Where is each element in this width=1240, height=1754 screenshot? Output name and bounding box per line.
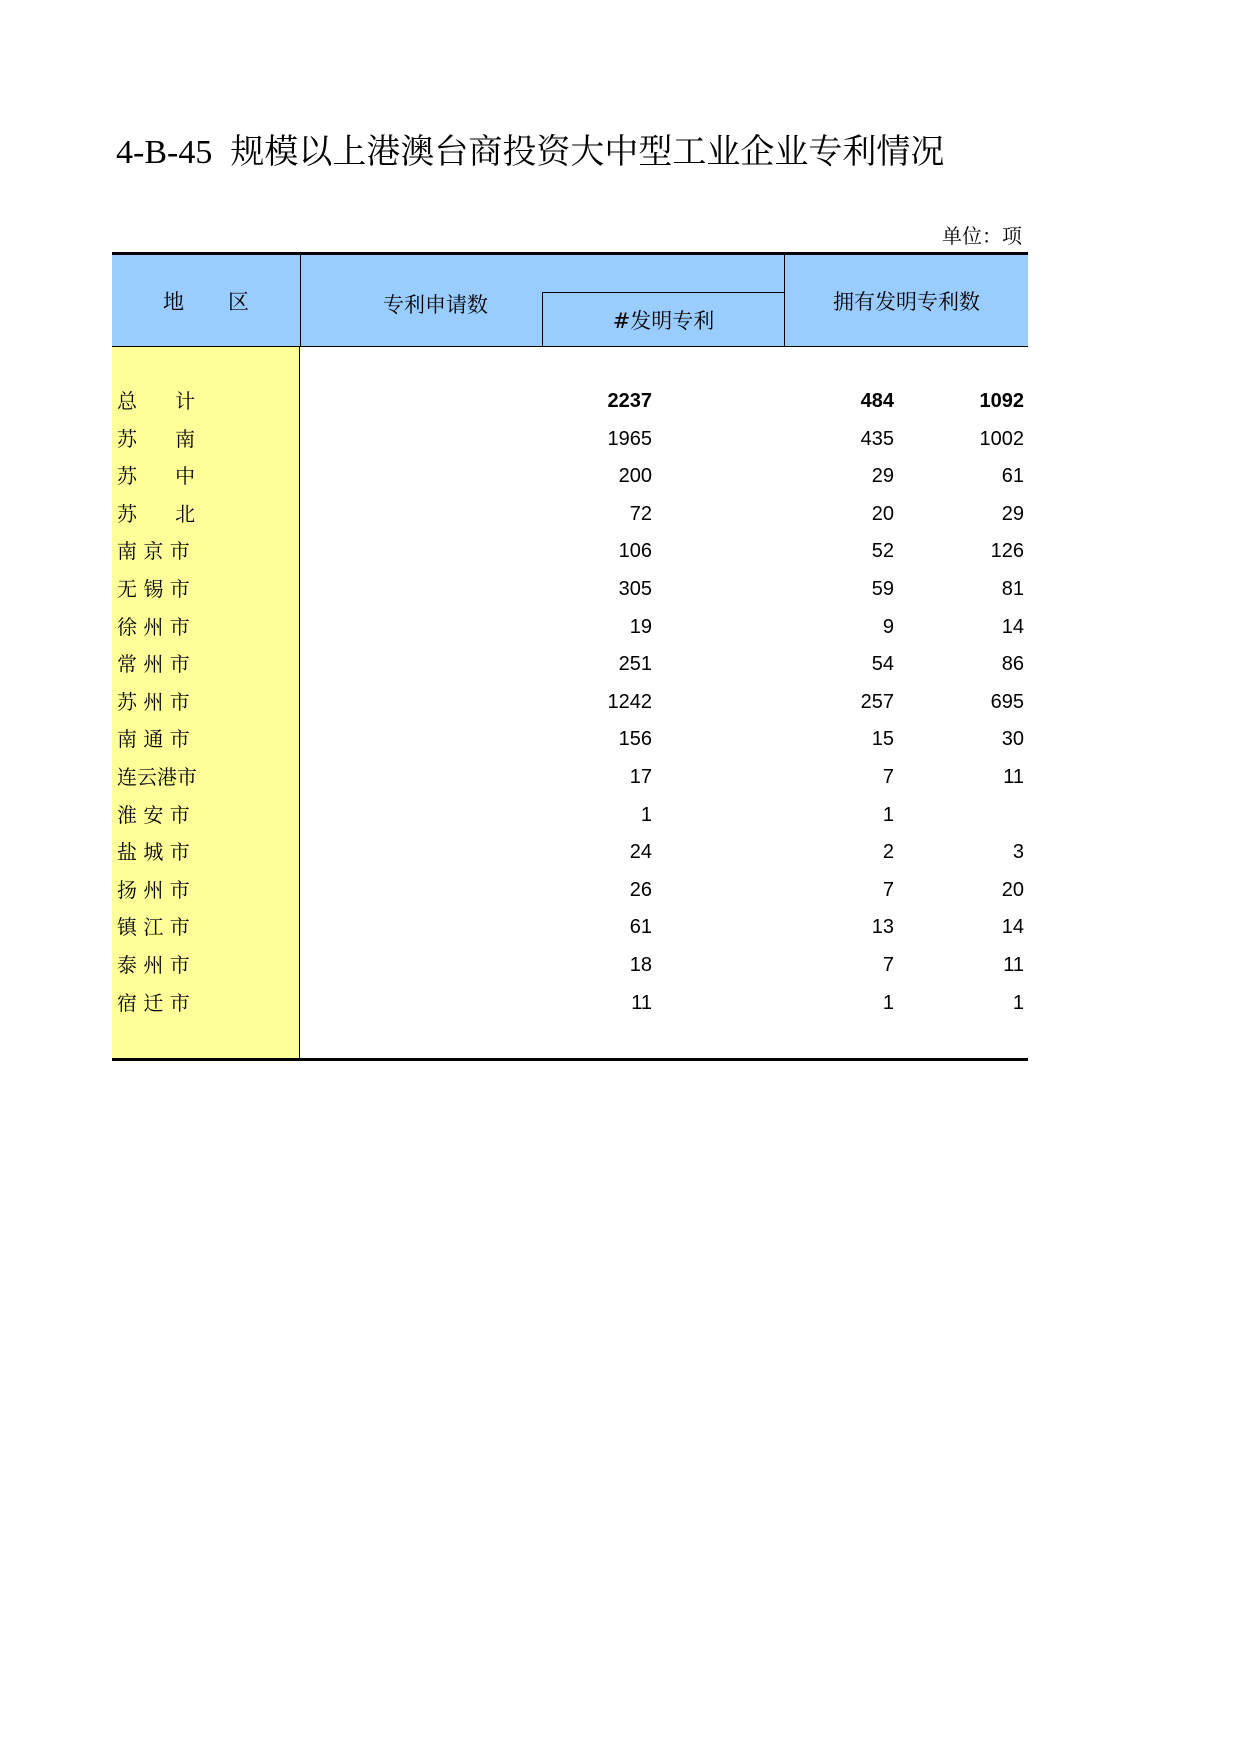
row-region: 宿 迁 市 [117,990,190,1015]
table-row [112,609,1028,647]
row-owned-count: 1002 [979,427,1024,450]
header-owned-label: 拥有发明专利数 [833,289,980,314]
row-apply-count: 1242 [607,690,652,713]
row-apply-count: 17 [629,765,652,788]
table-bottom-rule [112,1058,1028,1061]
row-region: 苏 北 [117,501,196,526]
table-row [112,533,1028,571]
row-invention-count: 7 [882,953,894,976]
row-region: 南 通 市 [117,727,190,752]
header-region-char-1: 地 [163,289,184,314]
row-region: 盐 城 市 [117,840,190,865]
row-invention-count: 54 [871,653,894,676]
row-apply-count: 18 [629,953,652,976]
row-invention-count: 435 [860,427,894,450]
row-region: 连云港市 [117,764,197,789]
table-row [112,684,1028,722]
row-region: 苏 中 [117,464,196,489]
table-row [112,458,1028,496]
row-region: 徐 州 市 [117,614,190,639]
table-row [112,421,1028,459]
row-invention-count: 1 [882,803,894,826]
header-owned [784,255,1028,346]
row-region: 总 计 [117,389,196,413]
row-invention-count: 29 [871,465,894,488]
row-region: 镇 江 市 [117,915,190,940]
header-invention [542,292,784,346]
table-row [112,872,1028,910]
row-owned-count: 29 [1001,502,1024,525]
table-header [112,255,1028,347]
row-apply-count: 24 [629,841,652,864]
header-region-char-2: 区 [228,289,249,314]
row-invention-count: 15 [871,728,894,751]
header-invention-label: #发明专利 [612,308,715,333]
row-owned-count: 61 [1001,465,1024,488]
row-apply-count: 200 [618,465,652,488]
row-region: 苏 州 市 [117,689,190,714]
row-region: 扬 州 市 [117,877,190,902]
table-row [112,797,1028,835]
table-row [112,909,1028,947]
row-owned-count: 14 [1001,615,1024,638]
row-invention-count: 2 [882,841,894,864]
row-apply-count: 11 [631,991,652,1014]
table-row [112,834,1028,872]
table-code: 4-B-45 [116,134,213,171]
row-apply-count: 251 [618,653,652,676]
table-row [112,571,1028,609]
row-apply-count: 1965 [607,427,652,450]
row-apply-count: 305 [618,577,652,600]
row-apply-count: 61 [629,916,652,939]
row-owned-count: 30 [1001,728,1024,751]
row-region: 泰 州 市 [117,952,190,977]
row-apply-count: 2237 [607,390,652,412]
row-invention-count: 59 [871,577,894,600]
row-owned-count: 81 [1001,577,1024,600]
row-apply-count: 106 [618,540,652,563]
row-invention-count: 13 [871,916,894,939]
row-invention-count: 7 [882,765,894,788]
row-apply-count: 156 [618,728,652,751]
row-owned-count: 1092 [979,390,1024,412]
row-invention-count: 1 [882,991,894,1014]
row-owned-count: 86 [1001,653,1024,676]
row-owned-count: 11 [1003,765,1024,788]
row-region: 南 京 市 [117,539,190,564]
row-owned-count: 1 [1012,991,1024,1014]
row-apply-count: 19 [629,615,652,638]
row-owned-count: 14 [1001,916,1024,939]
table-row [112,383,1028,421]
table-row [112,646,1028,684]
row-invention-count: 9 [882,615,894,638]
row-region: 淮 安 市 [117,802,190,827]
row-owned-count: 11 [1003,953,1024,976]
row-invention-count: 52 [871,540,894,563]
row-owned-count: 126 [990,540,1024,563]
row-apply-count: 72 [629,502,652,525]
unit-label: 单位：项 [942,224,1022,248]
table-row [112,759,1028,797]
header-apply: 专利申请数 [383,293,488,317]
row-owned-count: 20 [1001,878,1024,901]
table-row [112,496,1028,534]
table-title: 规模以上港澳台商投资大中型工业企业专利情况 [230,132,945,172]
row-region: 苏 南 [117,426,196,451]
row-apply-count: 26 [629,878,652,901]
row-invention-count: 20 [871,502,894,525]
table-row [112,947,1028,985]
table-body [112,383,1028,1022]
table-row [112,721,1028,759]
row-owned-count: 695 [990,690,1024,713]
row-owned-count: 3 [1012,841,1024,864]
row-region: 无 锡 市 [117,576,190,601]
table-row [112,985,1028,1023]
row-region: 常 州 市 [117,652,190,677]
row-invention-count: 257 [860,690,894,713]
row-apply-count: 1 [640,803,652,826]
row-invention-count: 7 [882,878,894,901]
row-invention-count: 484 [860,390,894,412]
header-region [112,255,300,346]
page-title [116,124,944,181]
